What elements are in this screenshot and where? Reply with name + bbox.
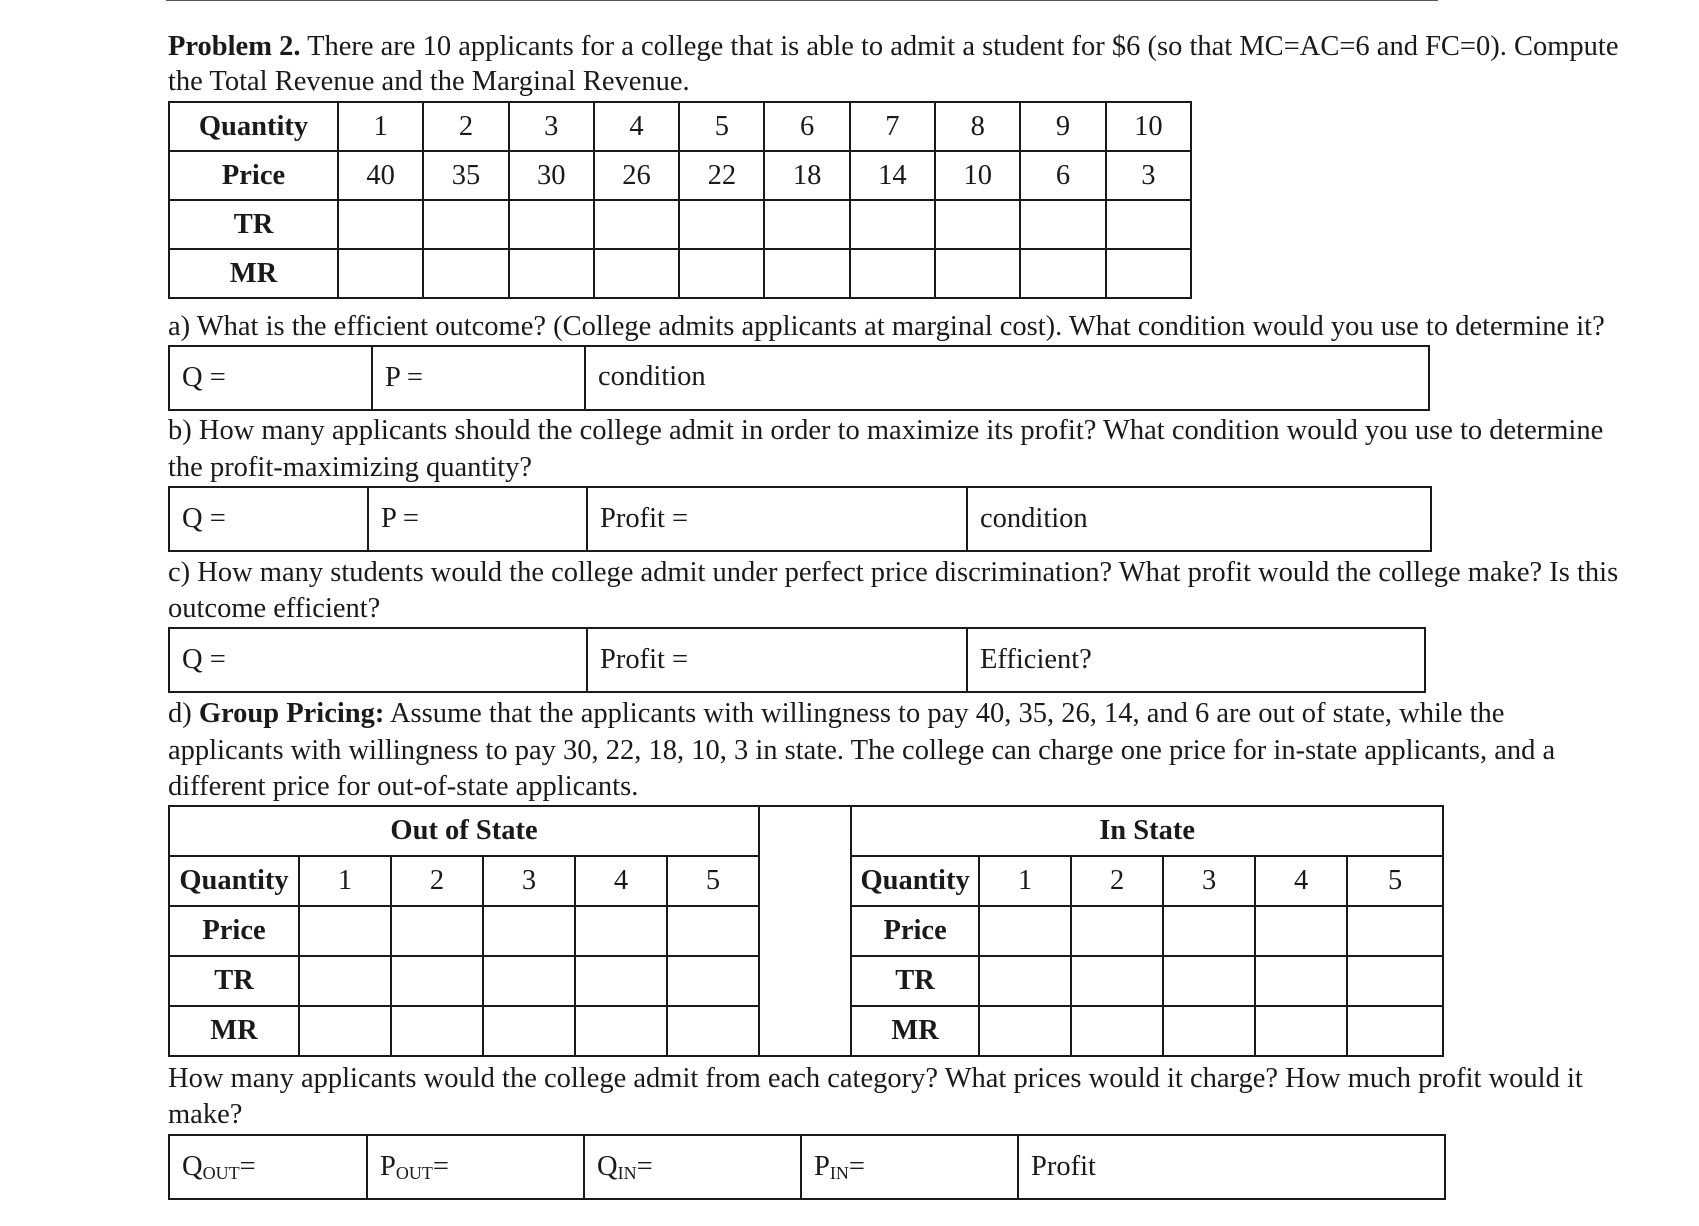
problem-heading: Problem 2.	[168, 31, 301, 62]
part-c-profit-field[interactable]: Profit =	[588, 629, 968, 691]
in-tr-input-cell[interactable]	[1071, 956, 1163, 1006]
part-a-question: a) What is the efficient outcome? (College admits applicants at marginal cost). What condition would you use to determine it?	[168, 311, 1605, 342]
group-pricing-title: Group Pricing:	[198, 698, 385, 729]
p-out-field[interactable]: P OUT =	[368, 1136, 585, 1198]
tr-input-cell[interactable]	[764, 200, 849, 249]
demand-row-mr	[169, 249, 1191, 298]
part-d-question-line2: make?	[168, 1099, 243, 1130]
p-in-field[interactable]: P IN =	[802, 1136, 1019, 1198]
row-label: Price	[169, 151, 338, 200]
demand-row-quantity	[169, 102, 1191, 151]
in-tr-input-cell[interactable]	[1255, 956, 1347, 1006]
out-quantity-cell: 2	[391, 856, 483, 906]
price-cell: 10	[935, 151, 1020, 200]
tr-input-cell[interactable]	[679, 200, 764, 249]
mr-input-cell[interactable]	[338, 249, 423, 298]
part-d-question-line1: How many applicants would the college admit from each category? What prices would it charge? How much profit would it	[168, 1063, 1583, 1094]
in-quantity-cell: 3	[1163, 856, 1255, 906]
quantity-cell: 4	[594, 102, 679, 151]
out-mr-input-cell[interactable]	[391, 1006, 483, 1056]
demand-row-price	[169, 151, 1191, 200]
out-price-input-cell[interactable]	[667, 906, 759, 956]
tr-input-cell[interactable]	[935, 200, 1020, 249]
mr-input-cell[interactable]	[935, 249, 1020, 298]
in-quantity-cell: 2	[1071, 856, 1163, 906]
out-tr-input-cell[interactable]	[667, 956, 759, 1006]
out-mr-input-cell[interactable]	[575, 1006, 667, 1056]
out-price-input-cell[interactable]	[483, 906, 575, 956]
in-quantity-cell: 5	[1347, 856, 1443, 906]
price-cell: 30	[509, 151, 594, 200]
out-mr-input-cell[interactable]	[299, 1006, 391, 1056]
price-cell: 35	[423, 151, 508, 200]
out-row-label: Quantity	[169, 856, 299, 906]
part-b-answer-box	[168, 486, 1432, 552]
in-row-label: Quantity	[851, 856, 979, 906]
out-quantity-cell: 1	[299, 856, 391, 906]
out-of-state-title: Out of State	[169, 806, 759, 856]
demand-row-tr	[169, 200, 1191, 249]
part-c-q-field[interactable]: Q =	[170, 629, 588, 691]
quantity-cell: 2	[423, 102, 508, 151]
profit-field[interactable]: Profit	[1031, 1150, 1096, 1182]
tr-input-cell[interactable]	[509, 200, 594, 249]
part-a-answer-box	[168, 345, 1430, 411]
in-mr-input-cell[interactable]	[1255, 1006, 1347, 1056]
part-a-condition-field[interactable]: condition	[598, 360, 706, 392]
tr-input-cell[interactable]	[850, 200, 935, 249]
row-label: Quantity	[169, 102, 338, 151]
row-label: MR	[169, 249, 338, 298]
in-mr-input-cell[interactable]	[1163, 1006, 1255, 1056]
in-row-label: MR	[851, 1006, 979, 1056]
out-quantity-cell: 5	[667, 856, 759, 906]
part-c-question-line2: outcome efficient?	[168, 593, 381, 624]
price-cell: 40	[338, 151, 423, 200]
part-a-q-field[interactable]: Q =	[170, 347, 373, 409]
out-price-input-cell[interactable]	[575, 906, 667, 956]
tr-input-cell[interactable]	[1020, 200, 1105, 249]
out-tr-input-cell[interactable]	[575, 956, 667, 1006]
out-row-label: TR	[169, 956, 299, 1006]
row-label: TR	[169, 200, 338, 249]
in-mr-input-cell[interactable]	[979, 1006, 1071, 1056]
part-d-answer-box	[168, 1134, 1446, 1200]
in-price-input-cell[interactable]	[1163, 906, 1255, 956]
in-price-input-cell[interactable]	[1255, 906, 1347, 956]
part-b-profit-field[interactable]: Profit =	[588, 488, 968, 550]
part-c-efficient-field[interactable]: Efficient?	[980, 643, 1092, 675]
out-mr-input-cell[interactable]	[667, 1006, 759, 1056]
in-quantity-cell: 4	[1255, 856, 1347, 906]
in-price-input-cell[interactable]	[1347, 906, 1443, 956]
in-mr-input-cell[interactable]	[1347, 1006, 1443, 1056]
tr-input-cell[interactable]	[423, 200, 508, 249]
top-rule	[166, 0, 1438, 1]
mr-input-cell[interactable]	[679, 249, 764, 298]
part-d-text-line3: different price for out-of-state applicants.	[168, 771, 639, 802]
out-row-label: MR	[169, 1006, 299, 1056]
out-mr-input-cell[interactable]	[483, 1006, 575, 1056]
quantity-cell: 7	[850, 102, 935, 151]
price-cell: 26	[594, 151, 679, 200]
quantity-cell: 9	[1020, 102, 1105, 151]
price-cell: 14	[850, 151, 935, 200]
out-row-label: Price	[169, 906, 299, 956]
part-b-condition-field[interactable]: condition	[980, 502, 1088, 534]
quantity-cell: 6	[764, 102, 849, 151]
mr-input-cell[interactable]	[594, 249, 679, 298]
part-a-p-field[interactable]: P =	[373, 347, 586, 409]
out-quantity-cell: 4	[575, 856, 667, 906]
tr-input-cell[interactable]	[594, 200, 679, 249]
in-price-input-cell[interactable]	[1071, 906, 1163, 956]
out-price-input-cell[interactable]	[299, 906, 391, 956]
in-tr-input-cell[interactable]	[1347, 956, 1443, 1006]
mr-input-cell[interactable]	[1020, 249, 1105, 298]
in-row-label: Price	[851, 906, 979, 956]
in-quantity-cell: 1	[979, 856, 1071, 906]
group-pricing-table	[168, 805, 1444, 1057]
in-mr-input-cell[interactable]	[1071, 1006, 1163, 1056]
demand-table	[168, 101, 1192, 299]
problem-intro-line1: Problem 2. There are 10 applicants for a college that is able to admit a student for $6 (so that MC=AC=6 and FC=0). Compute	[168, 31, 1619, 62]
quantity-cell: 5	[679, 102, 764, 151]
out-tr-input-cell[interactable]	[391, 956, 483, 1006]
table-separator	[759, 806, 851, 1056]
part-b-p-field[interactable]: P =	[369, 488, 588, 550]
in-state-title: In State	[851, 806, 1443, 856]
mr-input-cell[interactable]	[1106, 249, 1191, 298]
part-d-text-line2: applicants with willingness to pay 30, 22, 18, 10, 3 in state. The college can charge one price for in-state applicants, and a	[168, 735, 1556, 766]
mr-input-cell[interactable]	[509, 249, 594, 298]
quantity-cell: 10	[1106, 102, 1191, 151]
out-price-input-cell[interactable]	[391, 906, 483, 956]
in-tr-input-cell[interactable]	[1163, 956, 1255, 1006]
tr-input-cell[interactable]	[338, 200, 423, 249]
mr-input-cell[interactable]	[764, 249, 849, 298]
part-b-question-line2: the profit-maximizing quantity?	[168, 452, 533, 483]
part-c-question-line1: c) How many students would the college admit under perfect price discrimination? What profit would the college make? Is this	[168, 557, 1619, 588]
quantity-cell: 8	[935, 102, 1020, 151]
tr-input-cell[interactable]	[1106, 200, 1191, 249]
out-tr-input-cell[interactable]	[483, 956, 575, 1006]
price-cell: 6	[1020, 151, 1105, 200]
part-c-answer-box	[168, 627, 1426, 693]
part-b-q-field[interactable]: Q =	[170, 488, 369, 550]
in-row-label: TR	[851, 956, 979, 1006]
quantity-cell: 3	[509, 102, 594, 151]
price-cell: 18	[764, 151, 849, 200]
q-out-field[interactable]: Q OUT =	[170, 1136, 368, 1198]
part-d-text-line1: d) Group Pricing: Assume that the applicants with willingness to pay 40, 35, 26, 14, and 6 are out of state, while the	[168, 698, 1505, 729]
q-in-field[interactable]: Q IN =	[585, 1136, 802, 1198]
mr-input-cell[interactable]	[423, 249, 508, 298]
quantity-cell: 1	[338, 102, 423, 151]
out-quantity-cell: 3	[483, 856, 575, 906]
price-cell: 3	[1106, 151, 1191, 200]
out-tr-input-cell[interactable]	[299, 956, 391, 1006]
in-price-input-cell[interactable]	[979, 906, 1071, 956]
in-tr-input-cell[interactable]	[979, 956, 1071, 1006]
problem-intro-line2: the Total Revenue and the Marginal Revenue.	[168, 66, 690, 97]
price-cell: 22	[679, 151, 764, 200]
mr-input-cell[interactable]	[850, 249, 935, 298]
part-b-question-line1: b) How many applicants should the college admit in order to maximize its profit? What condition would you use to determine	[168, 415, 1604, 446]
